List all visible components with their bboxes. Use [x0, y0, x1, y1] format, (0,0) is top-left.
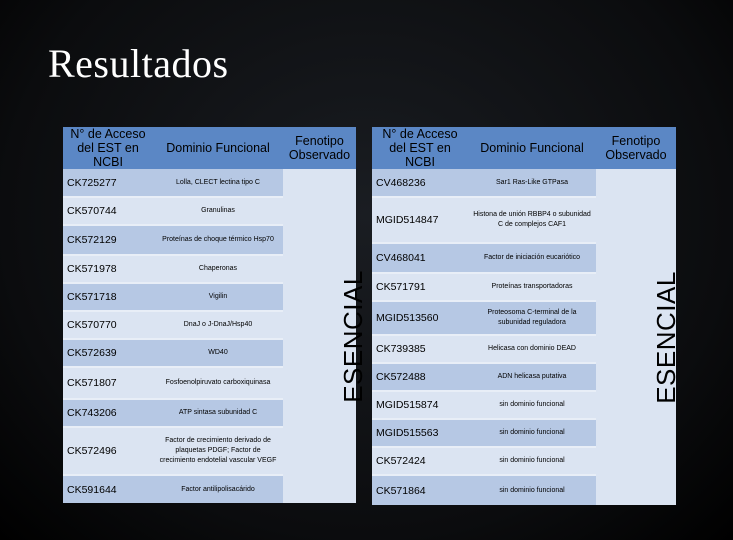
- accession-cell: CK572639: [63, 339, 153, 367]
- accession-cell: CK572424: [372, 447, 468, 475]
- phenotype-essential-label: ESENCIAL: [337, 269, 368, 403]
- domain-cell: Factor de crecimiento derivado de plaquetas PDGF; Factor de crecimiento endotelial vascular VEGF: [153, 427, 283, 475]
- slide-title: Resultados: [48, 41, 229, 86]
- domain-cell: Chaperonas: [153, 255, 283, 283]
- domain-cell: Lolla, CLECT lectina tipo C: [153, 169, 283, 197]
- accession-cell: CK591644: [63, 475, 153, 503]
- accession-cell: CK739385: [372, 335, 468, 363]
- domain-cell: Histona de unión RBBP4 o subunidad C de complejos CAF1: [468, 197, 596, 243]
- accession-cell: CV468041: [372, 243, 468, 273]
- results-table-right: [372, 127, 681, 505]
- domain-cell: Sar1 Ras-Like GTPasa: [468, 169, 596, 197]
- accession-cell: CK572488: [372, 363, 468, 391]
- header-accession: N° de Acceso del EST en NCBI: [372, 127, 468, 169]
- accession-cell: MGID515563: [372, 419, 468, 447]
- header-domain: Dominio Funcional: [468, 127, 596, 169]
- domain-cell: Factor antilipolisacárido: [153, 475, 283, 503]
- phenotype-cell: [596, 169, 681, 505]
- phenotype-cell: [283, 169, 368, 503]
- accession-cell: CK572496: [63, 427, 153, 475]
- accession-cell: CK570744: [63, 197, 153, 225]
- domain-cell: Fosfoenolpiruvato carboxiquinasa: [153, 367, 283, 399]
- domain-cell: DnaJ o J-DnaJ/Hsp40: [153, 311, 283, 339]
- accession-cell: CK571978: [63, 255, 153, 283]
- accession-cell: MGID515874: [372, 391, 468, 419]
- phenotype-essential-label: ESENCIAL: [650, 270, 681, 404]
- domain-cell: sin dominio funcional: [468, 475, 596, 505]
- domain-cell: ADN helicasa putativa: [468, 363, 596, 391]
- accession-cell: CK571864: [372, 475, 468, 505]
- accession-cell: MGID513560: [372, 301, 468, 335]
- domain-cell: Granulinas: [153, 197, 283, 225]
- domain-cell: Helicasa con dominio DEAD: [468, 335, 596, 363]
- header-domain: Dominio Funcional: [153, 127, 283, 169]
- accession-cell: CK570770: [63, 311, 153, 339]
- domain-cell: sin dominio funcional: [468, 447, 596, 475]
- domain-cell: sin dominio funcional: [468, 419, 596, 447]
- accession-cell: CK725277: [63, 169, 153, 197]
- domain-cell: Proteínas transportadoras: [468, 273, 596, 301]
- domain-cell: Factor de iniciación eucariótico: [468, 243, 596, 273]
- domain-cell: Proteínas de choque térmico Hsp70: [153, 225, 283, 255]
- table-row: [372, 169, 676, 197]
- domain-cell: sin dominio funcional: [468, 391, 596, 419]
- domain-cell: WD40: [153, 339, 283, 367]
- accession-cell: MGID514847: [372, 197, 468, 243]
- header-phenotype: Fenotipo Observado: [596, 127, 676, 169]
- header-phenotype: Fenotipo Observado: [283, 127, 356, 169]
- table-row: [63, 169, 356, 197]
- accession-cell: CK572129: [63, 225, 153, 255]
- accession-cell: CK571791: [372, 273, 468, 301]
- results-table-left: [63, 127, 368, 503]
- accession-cell: CK743206: [63, 399, 153, 427]
- domain-cell: ATP sintasa subunidad C: [153, 399, 283, 427]
- header-accession: N° de Acceso del EST en NCBI: [63, 127, 153, 169]
- accession-cell: CK571807: [63, 367, 153, 399]
- domain-cell: Vigilin: [153, 283, 283, 311]
- accession-cell: CV468236: [372, 169, 468, 197]
- accession-cell: CK571718: [63, 283, 153, 311]
- domain-cell: Proteosoma C-terminal de la subunidad reguladora: [468, 301, 596, 335]
